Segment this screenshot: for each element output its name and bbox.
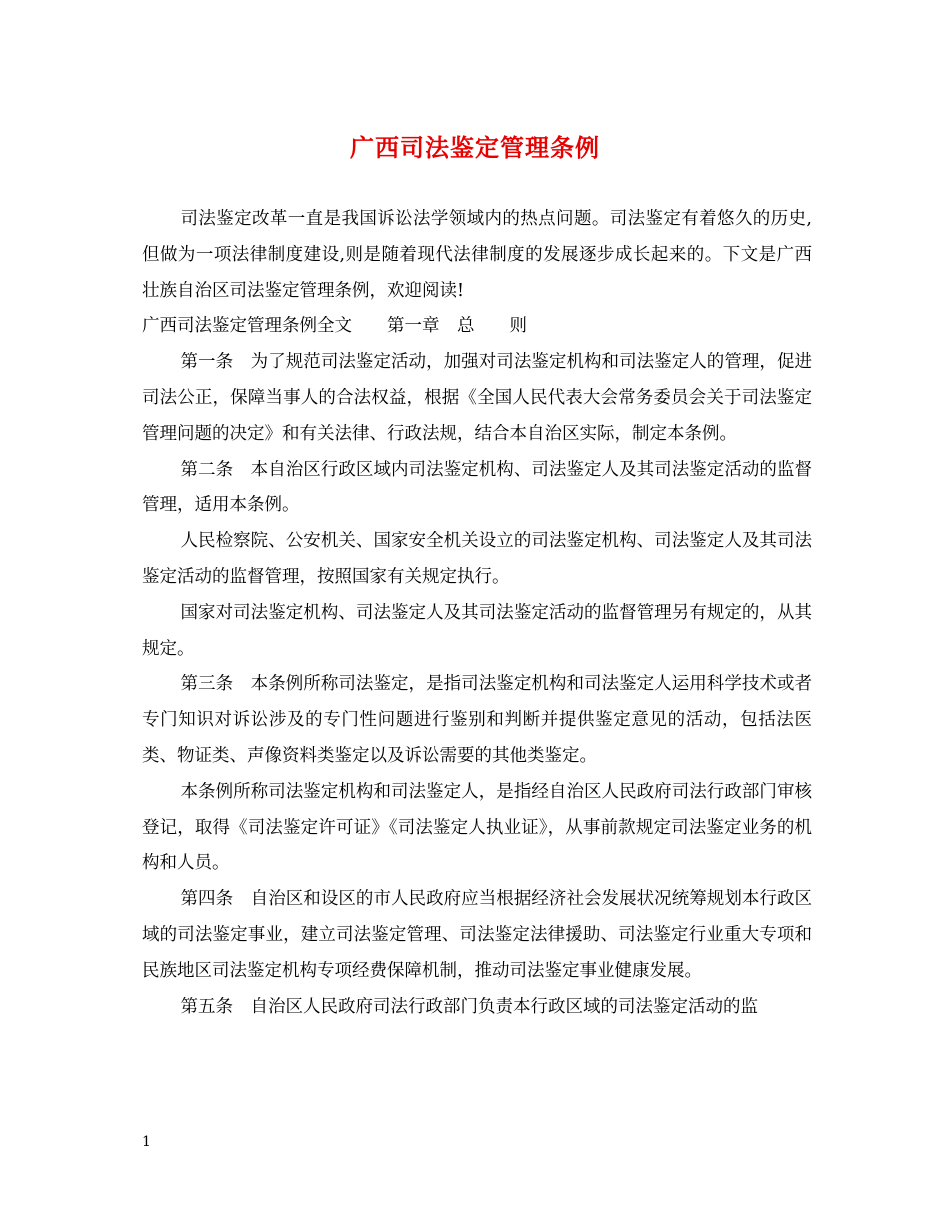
document-title: 广西司法鉴定管理条例: [350, 133, 600, 162]
article-2-paragraph-3: 国家对司法鉴定机构、司法鉴定人及其司法鉴定活动的监督管理另有规定的，从其规定。: [142, 602, 812, 659]
article-3: 第三条 本条例所称司法鉴定，是指司法鉴定机构和司法鉴定人运用科学技术或者专门知识对诉讼涉及的专门性问题进行鉴别和判断并提供鉴定意见的活动，包括法医类、物证类、声像资料类鉴定以及诉讼需要的其他类鉴定。: [142, 674, 812, 766]
article-5: 第五条 自治区人民政府司法行政部门负责本行政区域的司法鉴定活动的监: [180, 996, 758, 1017]
article-3-paragraph-2: 本条例所称司法鉴定机构和司法鉴定人，是指经自治区人民政府司法行政部门审核登记，取得《司法鉴定许可证》《司法鉴定人执业证》，从事前款规定司法鉴定业务的机构和人员。: [142, 781, 812, 874]
intro-paragraph: 司法鉴定改革一直是我国诉讼法学领域内的热点问题。司法鉴定有着悠久的历史,但做为一项法律制度建设,则是随着现代法律制度的发展逐步成长起来的。下文是广西壮族自治区司法鉴定管理条例，欢迎阅读!: [142, 209, 812, 301]
article-1: 第一条 为了规范司法鉴定活动，加强对司法鉴定机构和司法鉴定人的管理，促进司法公正，保障当事人的合法权益，根据《全国人民代表大会常务委员会关于司法鉴定管理问题的决定》和有关法律、行政法规，结合本自治区实际，制定本条例。: [142, 352, 812, 444]
document-body: [142, 202, 812, 1025]
article-2: 第二条 本自治区行政区域内司法鉴定机构、司法鉴定人及其司法鉴定活动的监督管理，适用本条例。: [142, 459, 812, 516]
article-2-paragraph-2: 人民检察院、公安机关、国家安全机关设立的司法鉴定机构、司法鉴定人及其司法鉴定活动的监督管理，按照国家有关规定执行。: [142, 531, 812, 587]
page-number: 1: [142, 1134, 151, 1150]
article-4: 第四条 自治区和设区的市人民政府应当根据经济社会发展状况统筹规划本行政区域的司法鉴定事业，建立司法鉴定管理、司法鉴定法律援助、司法鉴定行业重大专项和民族地区司法鉴定机构专项经费保障机制，推动司法鉴定事业健康发展。: [142, 889, 812, 981]
chapter-heading-line: 广西司法鉴定管理条例全文 第一章 总 则: [142, 316, 527, 337]
